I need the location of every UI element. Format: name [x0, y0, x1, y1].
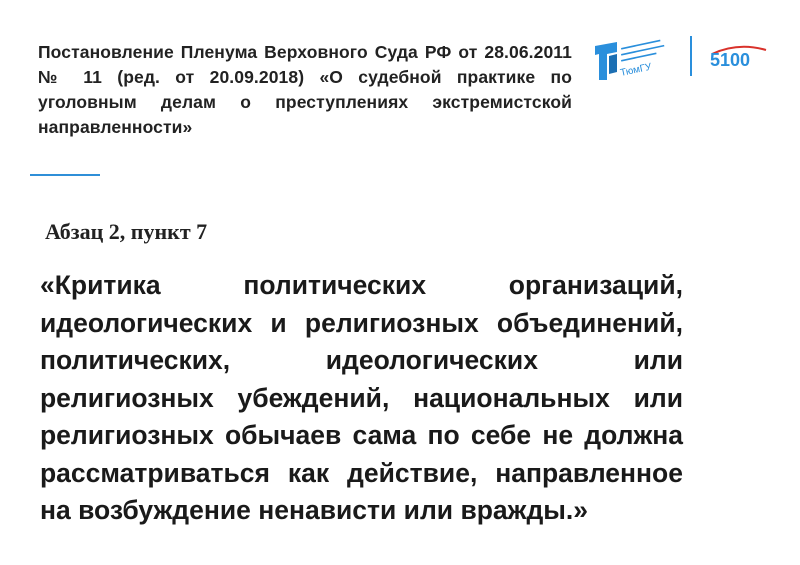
tyumgu-emblem-icon — [595, 42, 617, 80]
logo-divider — [690, 36, 692, 76]
accent-divider — [30, 174, 100, 176]
quote-text: «Критика политических организаций, идеологических и религиозных объединений, политических, идеологических или религиозных убеждений, национальных или религиозных обычаев сама по себе не должна рассматриваться как действие, направленное на возбуждение ненависти или вражды.» — [40, 270, 683, 525]
tyumgu-label: ТюмГУ — [619, 61, 653, 79]
program-5100-label: 5100 — [710, 50, 751, 70]
tyumgu-motto-lines — [621, 40, 664, 62]
tyumgu-logo — [591, 38, 681, 82]
program-5100-logo — [708, 44, 768, 70]
slide-title: Постановление Пленума Верховного Суда РФ от 28.06.2011 № 11 (ред. от 20.09.2018) «О судебной практике по уголовным делам о преступлениях экстремистской направленности» — [38, 42, 572, 137]
subtitle: Абзац 2, пункт 7 — [45, 219, 208, 244]
